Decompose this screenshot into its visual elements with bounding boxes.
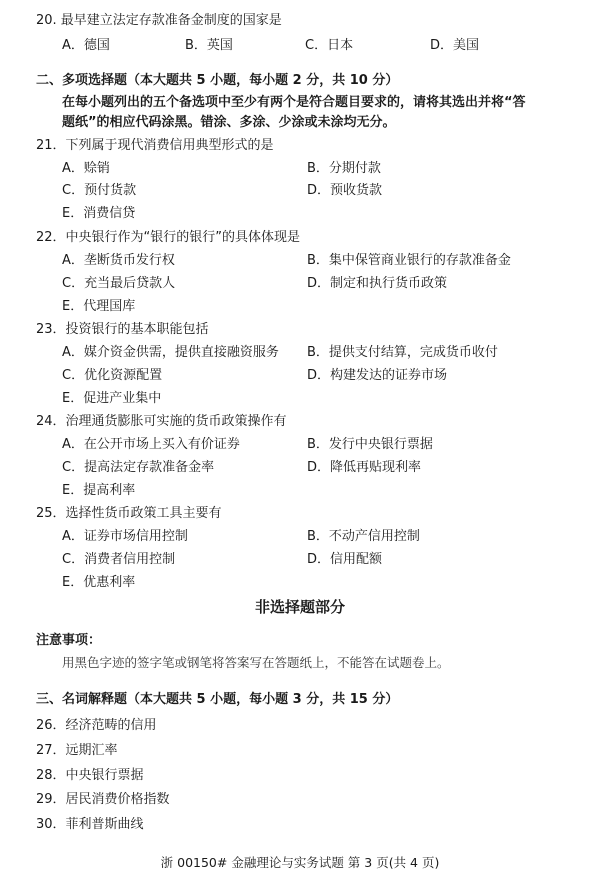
q21-option-b: B．分期付款 — [307, 161, 381, 176]
section-2-heading: 二、多项选择题（本大题共 5 小题，每小题 2 分，共 10 分） — [36, 73, 399, 88]
q20-option-d: D．美国 — [430, 38, 480, 53]
term-27: 27．远期汇率 — [36, 743, 118, 758]
section-2-instruction-line-2: 题纸”的相应代码涂黑。错涂、多涂、少涂或未涂均无分。 — [62, 115, 396, 130]
section-2-instruction-line-1: 在每小题列出的五个备选项中至少有两个是符合题目要求的，请将其选出并将“答 — [62, 95, 526, 110]
notice-text: 用黑色字迹的签字笔或钢笔将答案写在答题纸上，不能答在试题卷上。 — [62, 655, 450, 670]
q25-option-c: C．消费者信用控制 — [62, 552, 176, 567]
q23-option-b: B．提供支付结算，完成货币收付 — [307, 345, 498, 360]
q20-option-c: C．日本 — [305, 38, 354, 53]
q24-option-d: D．降低再贴现利率 — [307, 460, 422, 475]
q23-option-e: E．促进产业集中 — [62, 391, 162, 406]
q21-option-c: C．预付货款 — [62, 183, 137, 198]
q25-option-a: A．证券市场信用控制 — [62, 529, 188, 544]
q20-option-b: B．英国 — [185, 38, 233, 53]
q23-option-a: A．媒介资金供需，提供直接融资服务 — [62, 345, 279, 360]
part-title: 非选择题部分 — [254, 598, 345, 616]
q21-option-a: A．赊销 — [62, 161, 110, 176]
q24-option-a: A．在公开市场上买入有价证券 — [62, 437, 240, 452]
question-20-stem: 20. 最早建立法定存款准备金制度的国家是 — [36, 13, 282, 28]
question-25-stem: 25．选择性货币政策工具主要有 — [36, 506, 222, 521]
question-24-stem: 24．治理通货膨胀可实施的货币政策操作有 — [36, 414, 287, 429]
q22-option-a: A．垄断货币发行权 — [62, 253, 175, 268]
term-29: 29．居民消费价格指数 — [36, 792, 170, 807]
question-21-stem: 21．下列属于现代消费信用典型形式的是 — [36, 138, 274, 153]
q22-option-e: E．代理国库 — [62, 299, 136, 314]
q25-option-d: D．信用配额 — [307, 552, 383, 567]
q24-option-b: B．发行中央银行票据 — [307, 437, 433, 452]
q21-option-e: E．消费信贷 — [62, 206, 136, 221]
question-22-stem: 22．中央银行作为“银行的银行”的具体体现是 — [36, 230, 301, 245]
q21-option-d: D．预收货款 — [307, 183, 383, 198]
page-footer: 浙 00150# 金融理论与实务试题 第 3 页(共 4 页) — [160, 855, 440, 870]
term-26: 26．经济范畴的信用 — [36, 718, 157, 733]
q23-option-d: D．构建发达的证券市场 — [307, 368, 448, 383]
q24-option-c: C．提高法定存款准备金率 — [62, 460, 215, 475]
q20-option-a: A．德国 — [62, 38, 110, 53]
q25-option-e: E．优惠利率 — [62, 575, 136, 590]
q24-option-e: E．提高利率 — [62, 483, 136, 498]
question-23-stem: 23．投资银行的基本职能包括 — [36, 322, 209, 337]
notice-label: 注意事项： — [36, 633, 102, 648]
q22-option-b: B．集中保管商业银行的存款准备金 — [307, 253, 511, 268]
term-28: 28．中央银行票据 — [36, 768, 144, 783]
q25-option-b: B．不动产信用控制 — [307, 529, 420, 544]
q22-option-c: C．充当最后贷款人 — [62, 276, 176, 291]
term-30: 30．菲利普斯曲线 — [36, 817, 144, 832]
q22-option-d: D．制定和执行货币政策 — [307, 276, 448, 291]
section-3-heading: 三、名词解释题（本大题共 5 小题，每小题 3 分，共 15 分） — [36, 692, 399, 707]
q23-option-c: C．优化资源配置 — [62, 368, 163, 383]
